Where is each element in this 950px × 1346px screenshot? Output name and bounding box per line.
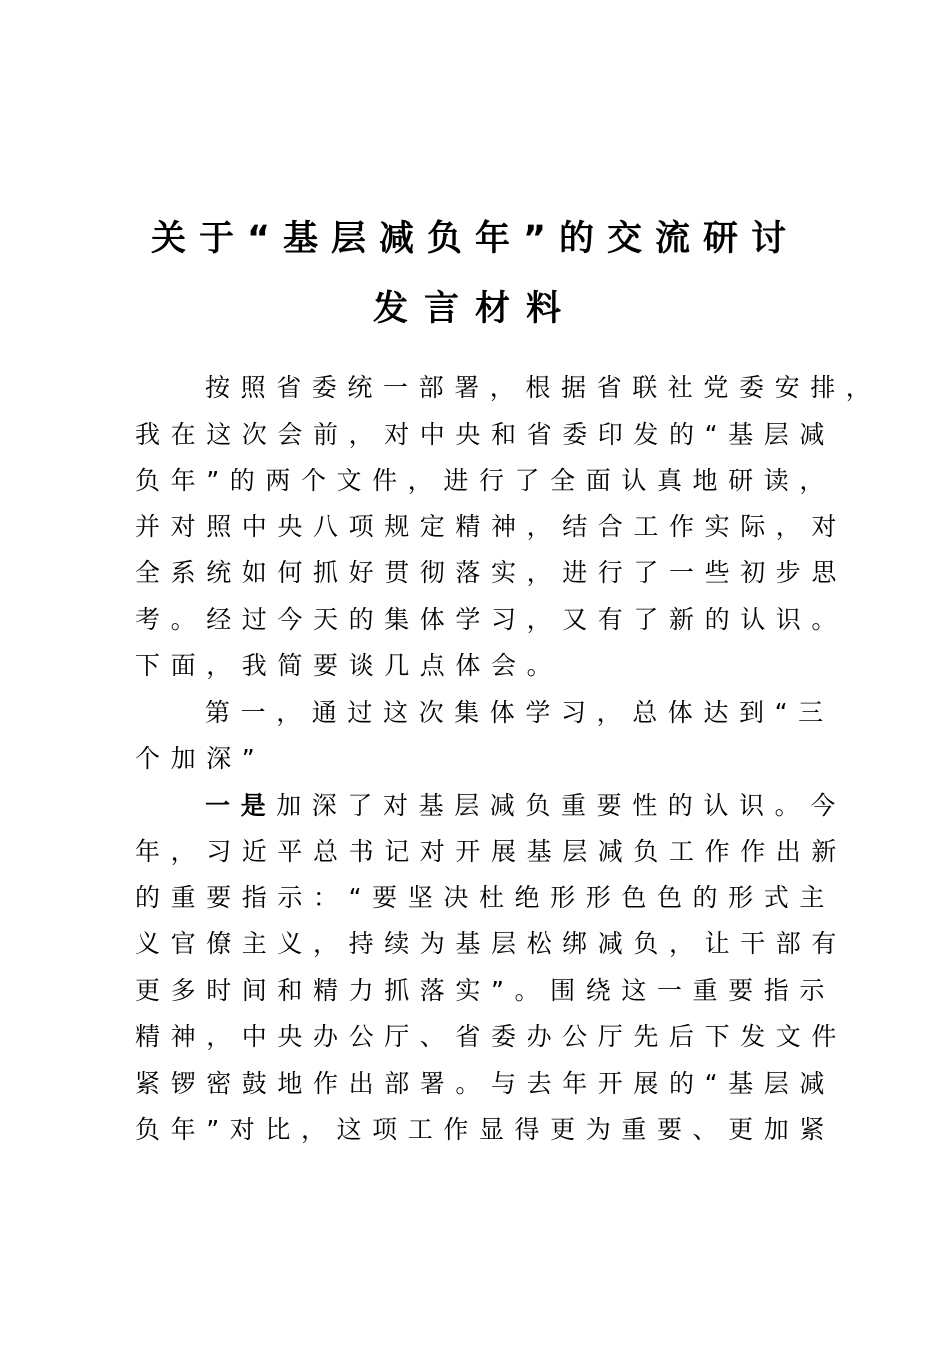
paragraph-line: 负年”对比，这项工作显得更为重要、更加紧 xyxy=(135,1115,835,1144)
paragraph-line: 精神，中央办公厅、省委办公厅先后下发文件 xyxy=(135,1022,848,1051)
paragraph-line: 我在这次会前，对中央和省委印发的“基层减 xyxy=(135,420,835,449)
paragraph-line: 年，习近平总书记对开展基层减负工作作出新 xyxy=(135,837,848,866)
paragraph-line: 全系统如何抓好贯彻落实，进行了一些初步思 xyxy=(135,558,848,587)
paragraph-line: 更多时间和精力抓落实”。围绕这一重要指示 xyxy=(135,976,835,1005)
point-one-text: 加深了对基层减负重要性的认识。今 xyxy=(276,791,846,820)
document-title-line-2: 发言材料 xyxy=(372,289,577,329)
paragraph-line: 义官僚主义，持续为基层松绑减负，让干部有 xyxy=(135,929,848,958)
paragraph-line: 紧锣密鼓地作出部署。与去年开展的“基层减 xyxy=(135,1069,835,1098)
paragraph-line: 的重要指示：“要坚决杜绝形形色色的形式主 xyxy=(135,883,835,912)
document-title-line-1: 关于“基层减负年”的交流研讨 xyxy=(150,219,799,259)
paragraph-line: 下面，我简要谈几点体会。 xyxy=(135,651,563,680)
point-one-lead: 一是 xyxy=(205,791,277,820)
paragraph-line: 考。经过今天的集体学习，又有了新的认识。 xyxy=(135,605,848,634)
paragraph-line: 按照省委统一部署，根据省联社党委安排， xyxy=(205,373,882,402)
paragraph-line: 个加深” xyxy=(135,744,266,773)
paragraph-line: 负年”的两个文件，进行了全面认真地研读， xyxy=(135,466,835,495)
point-one-first-line xyxy=(205,789,846,823)
paragraph-line: 并对照中央八项规定精神，结合工作实际，对 xyxy=(135,512,848,541)
paragraph-line: 第一，通过这次集体学习，总体达到“三 xyxy=(205,698,834,727)
